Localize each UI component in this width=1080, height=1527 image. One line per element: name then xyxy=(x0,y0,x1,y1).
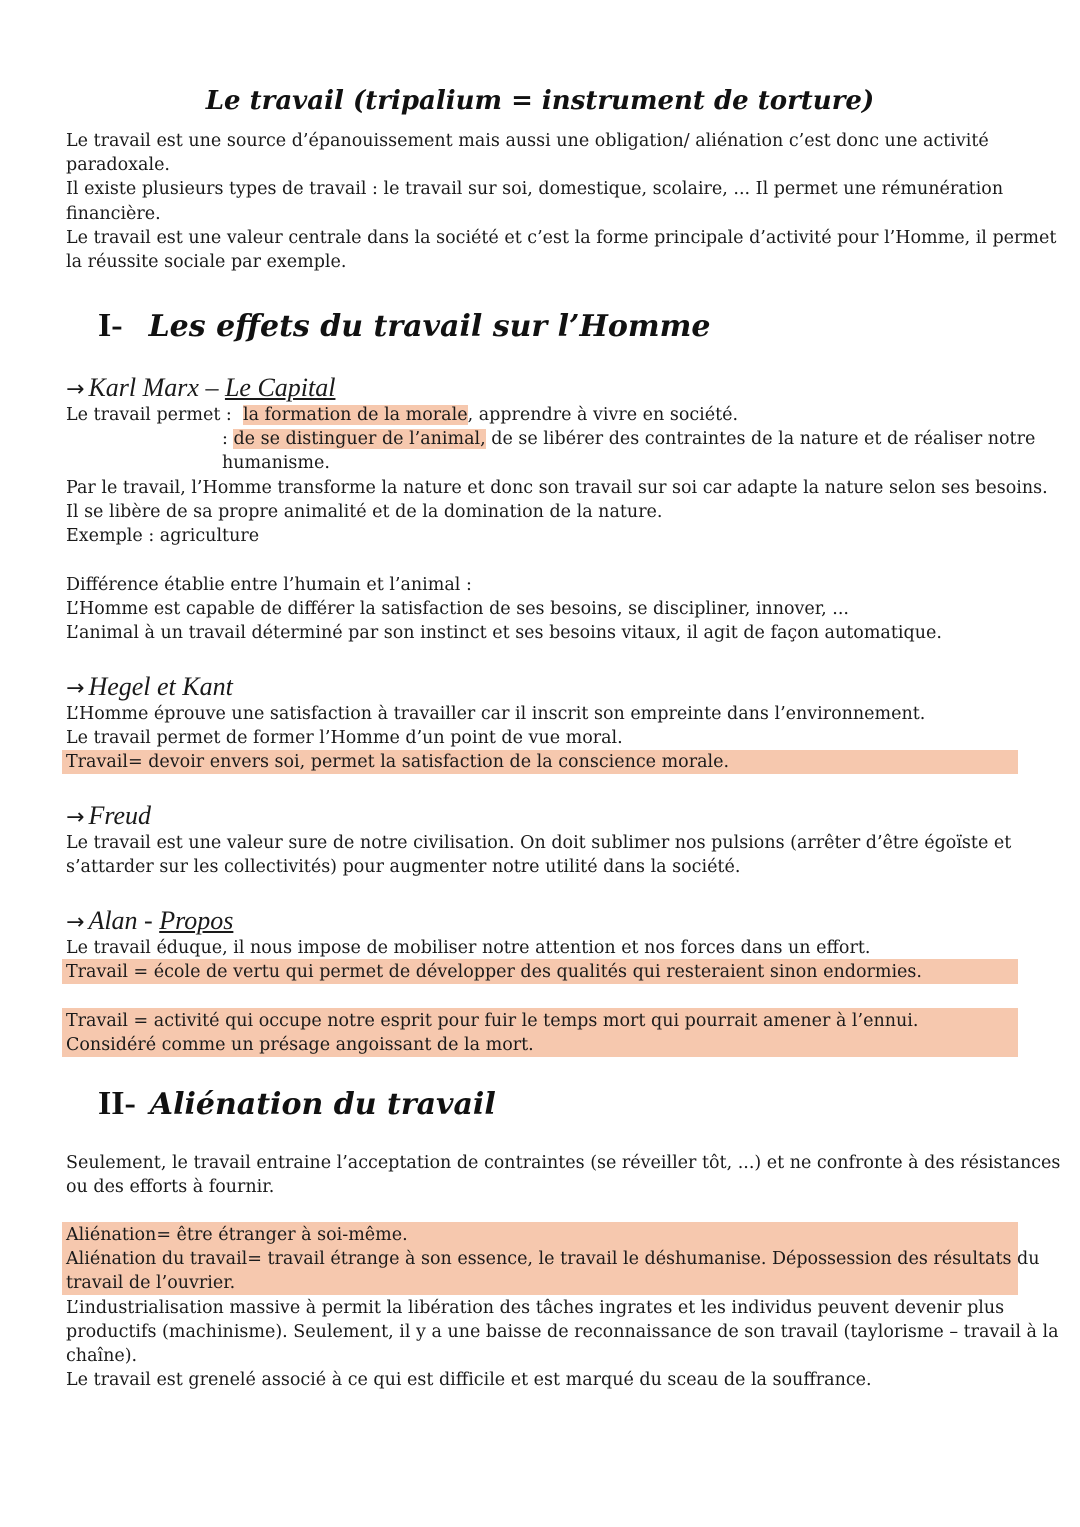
alan-highlight-line: Travail = activité qui occupe notre esprit pour fuir le temps mort qui pourrait amener à l’ennui. xyxy=(66,1011,919,1031)
page-title: Le travail (tripalium = instrument de torture) xyxy=(205,86,875,117)
difference-paragraph xyxy=(66,573,1016,646)
section-1-heading xyxy=(98,306,710,347)
author-heading-alan xyxy=(66,906,233,938)
author-name: Alan xyxy=(88,906,138,935)
highlight: de se distinguer de l’animal, xyxy=(233,429,486,450)
hegel-highlight: Travail= devoir envers soi, permet la satisfaction de la conscience morale. xyxy=(66,752,730,773)
marx-paragraph xyxy=(66,403,1048,548)
marx-text: , apprendre à vivre en société. xyxy=(467,405,739,425)
alan-highlight-paragraph xyxy=(66,1009,1016,1057)
alienation-line: Aliénation du travail= travail étrange à son essence, le travail le déshumanise. Dépossession des résultats du xyxy=(66,1249,1040,1270)
freud-line: Le travail est une valeur sure de notre civilisation. On doit sublimer nos pulsions (arrêter d’être égoïste et xyxy=(66,833,1012,853)
arrow-right-icon: → xyxy=(66,805,85,830)
section-2-line: productifs (machinisme). Seulement, il y a une baisse de reconnaissance de son travail (taylorisme – travail à la xyxy=(66,1321,1059,1342)
difference-line: L’animal à un travail déterminé par son instinct et ses besoins vitaux, il agit de façon automatique. xyxy=(66,623,942,644)
difference-line: L’Homme est capable de différer la satisfaction de ses besoins, se discipliner, innover, ... xyxy=(66,599,849,620)
hegel-line: Le travail permet de former l’Homme d’un point de vue moral. xyxy=(66,728,623,749)
author-name: Freud xyxy=(88,801,152,830)
alienation-line: travail de l’ouvrier. xyxy=(66,1273,236,1294)
marx-line-2 xyxy=(66,427,1036,451)
author-separator: - xyxy=(137,906,160,935)
intro-paragraph xyxy=(66,129,1057,274)
marx-line-1 xyxy=(66,403,1016,427)
marx-line-3: humanisme. xyxy=(222,453,330,474)
author-heading-hegel xyxy=(66,672,233,704)
alan-highlight-line: Considéré comme un présage angoissant de la mort. xyxy=(66,1035,534,1056)
section-2-heading xyxy=(98,1084,496,1125)
section-2-number: II- xyxy=(98,1085,136,1122)
section-2-line: Seulement, le travail entraine l’acceptation de contraintes (se réveiller tôt, ...) et ne confronte à des résistances xyxy=(66,1153,1061,1173)
intro-line: la réussite sociale par exemple. xyxy=(66,252,347,273)
alan-highlight: Travail = école de vertu qui permet de développer des qualités qui resteraient sinon endormies. xyxy=(66,962,922,983)
alienation-line: Aliénation= être étranger à soi-même. xyxy=(66,1225,408,1245)
alienation-definition xyxy=(66,1223,1059,1392)
author-name: Karl Marx xyxy=(88,373,199,402)
freud-paragraph xyxy=(66,831,1016,879)
marx-line: Par le travail, l’Homme transforme la nature et donc son travail sur soi car adapte la nature selon ses besoins. xyxy=(66,477,1048,498)
section-1-title: Les effets du travail sur l’Homme xyxy=(148,309,711,344)
author-name: Hegel et Kant xyxy=(88,672,233,701)
section-2-line: Le travail est grenelé associé à ce qui est difficile et est marqué du sceau de la souffrance. xyxy=(66,1370,872,1391)
work-title: Propos xyxy=(159,906,234,935)
work-title: Le Capital xyxy=(224,373,336,402)
marx-line: Il se libère de sa propre animalité et de la domination de la nature. xyxy=(66,501,663,522)
hegel-paragraph xyxy=(66,702,1016,775)
marx-line: Exemple : agriculture xyxy=(66,526,260,547)
section-2-line: L’industrialisation massive à permit la libération des tâches ingrates et les individus peuvent devenir plus xyxy=(66,1297,1005,1318)
intro-line: Le travail est une source d’épanouissement mais aussi une obligation/ aliénation c’est donc une activité xyxy=(66,131,989,151)
author-separator: – xyxy=(198,373,225,402)
hegel-line: L’Homme éprouve une satisfaction à travailler car il inscrit son empreinte dans l’environnement. xyxy=(66,704,926,724)
intro-line: Il existe plusieurs types de travail : le travail sur soi, domestique, scolaire, ... Il permet une rémunération xyxy=(66,179,1004,200)
intro-line: financière. xyxy=(66,203,161,224)
marx-prefix: Le travail permet : xyxy=(66,405,232,425)
intro-line: paradoxale. xyxy=(66,155,170,176)
section-1-number: I- xyxy=(98,307,123,344)
marx-colon: : xyxy=(222,429,228,450)
arrow-right-icon: → xyxy=(66,377,85,402)
section-2-title: Aliénation du travail xyxy=(149,1087,496,1122)
highlight: la formation de la morale xyxy=(242,405,468,425)
alan-paragraph xyxy=(66,936,1016,984)
section-2-paragraph-1 xyxy=(66,1151,1061,1199)
section-2-line: chaîne). xyxy=(66,1346,138,1367)
arrow-right-icon: → xyxy=(66,910,85,935)
author-heading-freud xyxy=(66,801,151,833)
section-2-line: ou des efforts à fournir. xyxy=(66,1177,275,1198)
intro-line: Le travail est une valeur centrale dans la société et c’est la forme principale d’activité pour l’Homme, il permet xyxy=(66,227,1057,248)
arrow-right-icon: → xyxy=(66,676,85,701)
author-heading-marx xyxy=(66,373,335,405)
freud-line: s’attarder sur les collectivités) pour augmenter notre utilité dans la société. xyxy=(66,857,741,878)
difference-line: Différence établie entre l’humain et l’animal : xyxy=(66,575,472,595)
marx-text: de se libérer des contraintes de la nature et de réaliser notre xyxy=(485,429,1036,450)
alan-line: Le travail éduque, il nous impose de mobiliser notre attention et nos forces dans un effort. xyxy=(66,938,871,958)
